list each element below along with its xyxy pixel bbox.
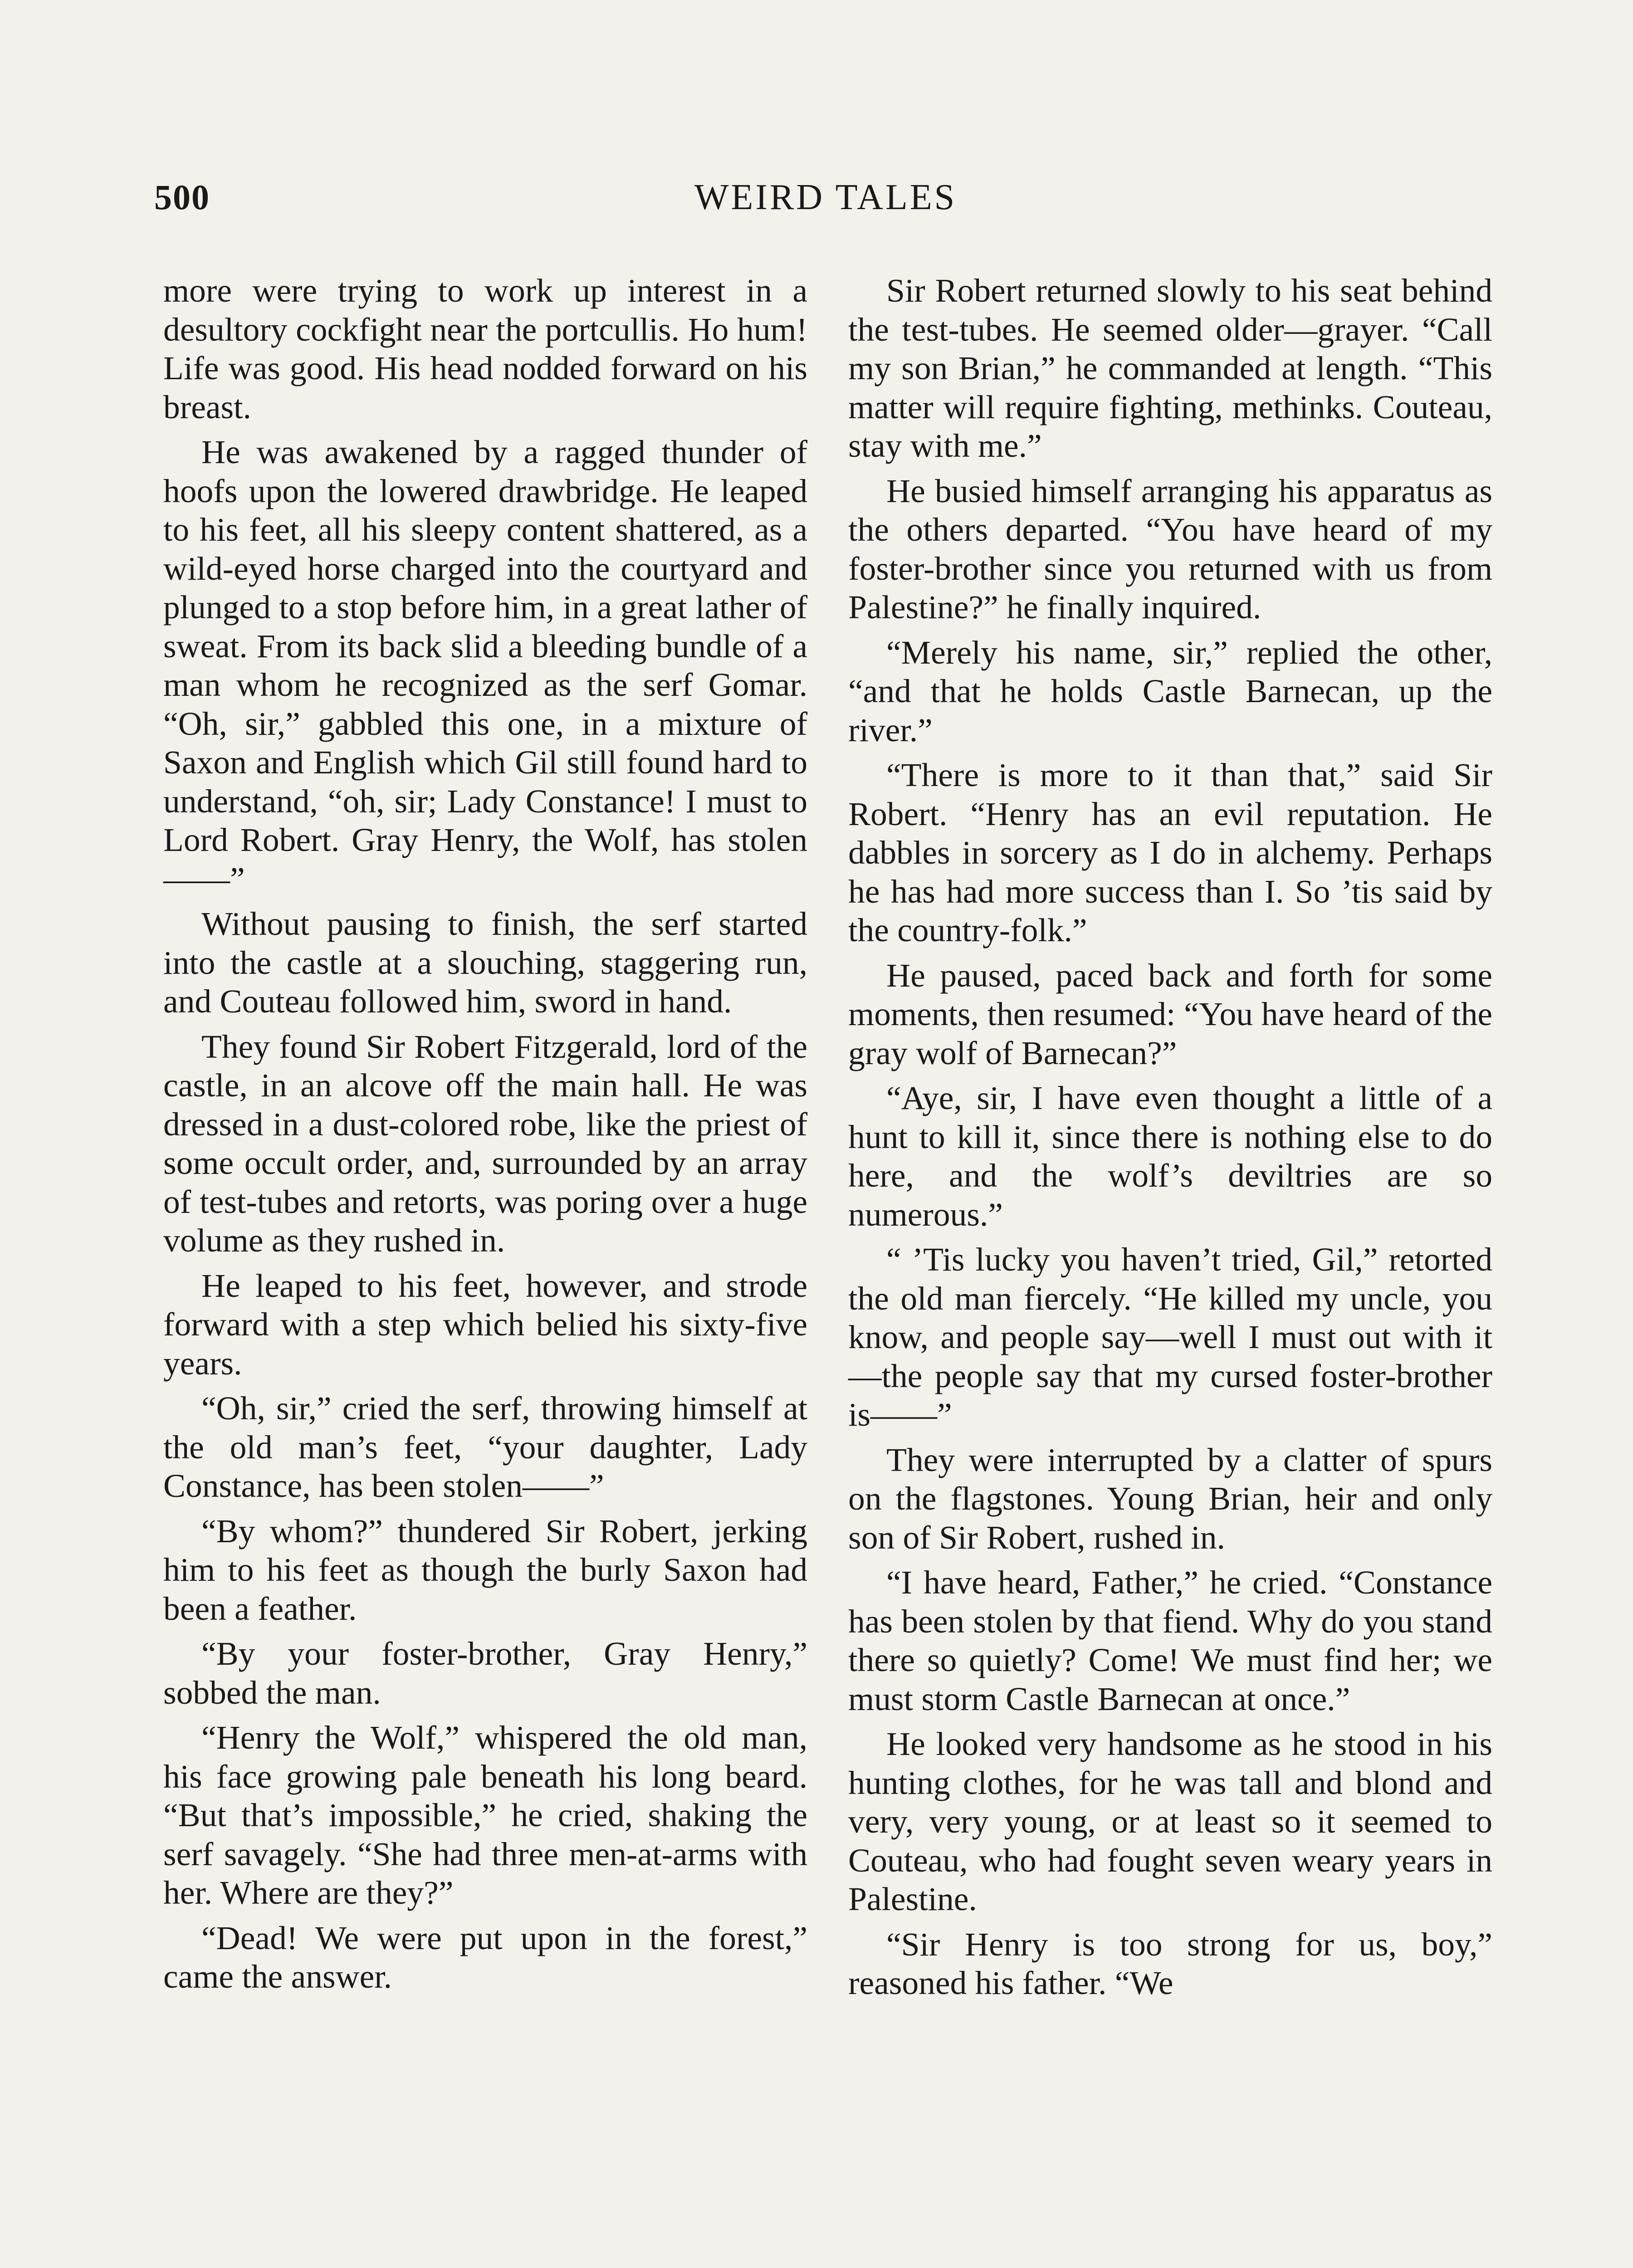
paragraph: “I have heard, Father,” he cried. “Constance has been stolen by that fiend. Why do you stand there so quietly? Come! We must find her; we must storm Castle Barnecan at once.” [848, 1564, 1492, 1717]
paragraph: Sir Robert returned slowly to his seat behind the test-tubes. He seemed older—grayer. “Call my son Brian,” he commanded at length. “This matter will require fighting, methinks. Couteau, stay with me.” [848, 272, 1492, 464]
paragraph: more were trying to work up interest in a desultory cockfight near the portcullis. Ho hum! Life was good. His head nodded forward on his breast. [163, 272, 807, 425]
page-header [154, 177, 1497, 227]
paragraph: He leaped to his feet, however, and strode forward with a step which belied his sixty-five years. [163, 1267, 807, 1382]
page-number: 500 [154, 177, 210, 217]
paragraph: He was awakened by a ragged thunder of hoofs upon the lowered drawbridge. He leaped to his feet, all his sleepy content shattered, as a wild-eyed horse charged into the courtyard and plunged to a stop before him, in a great lather of sweat. From its back slid a bleeding bundle of a man whom he recognized as the serf Gomar. “Oh, sir,” gabbled this one, in a mixture of Saxon and English which Gil still found hard to understand, “oh, sir; Lady Constance! I must to Lord Robert. Gray Henry, the Wolf, has stolen——” [163, 434, 807, 897]
paragraph: “Sir Henry is too strong for us, boy,” reasoned his father. “We [848, 1926, 1492, 2001]
left-column [163, 271, 807, 2003]
running-title: WEIRD TALES [694, 177, 957, 217]
right-column [848, 271, 1492, 2009]
paragraph: Without pausing to finish, the serf started into the castle at a slouching, staggering run, and Couteau followed him, sword in hand. [163, 905, 807, 1020]
paragraph: “Dead! We were put upon in the forest,” came the answer. [163, 1919, 807, 1995]
paragraph: “Aye, sir, I have even thought a little of a hunt to kill it, since there is nothing else to do here, and the wolf’s deviltries are so numerous.” [848, 1080, 1492, 1233]
paragraph: “By whom?” thundered Sir Robert, jerking him to his feet as though the burly Saxon had been a feather. [163, 1512, 807, 1627]
paragraph: “Merely his name, sir,” replied the other, “and that he holds Castle Barnecan, up the river.” [848, 634, 1492, 748]
paragraph: “Henry the Wolf,” whispered the old man, his face growing pale beneath his long beard. “But that’s impossible,” he cried, shaking the serf savagely. “She had three men-at-arms with her. Where are they?” [163, 1719, 807, 1911]
paragraph: He looked very handsome as he stood in his hunting clothes, for he was tall and blond and very, very young, or at least so it seemed to Couteau, who had fought seven weary years in Palestine. [848, 1725, 1492, 1917]
paragraph: They found Sir Robert Fitzgerald, lord of the castle, in an alcove off the main hall. He was dressed in a dust-colored robe, like the priest of some occult order, and, surrounded by an array of test-tubes and retorts, was poring over a huge volume as they rushed in. [163, 1028, 807, 1259]
paragraph: “There is more to it than that,” said Sir Robert. “Henry has an evil reputation. He dabbles in sorcery as I do in alchemy. Perhaps he has had more success than I. So ’tis said by the country-folk.” [848, 757, 1492, 948]
paragraph: “Oh, sir,” cried the serf, throwing himself at the old man’s feet, “your daughter, Lady Constance, has been stolen——” [163, 1390, 807, 1504]
paragraph: They were interrupted by a clatter of spurs on the flagstones. Young Brian, heir and only son of Sir Robert, rushed in. [848, 1441, 1492, 1556]
paragraph: “ ’Tis lucky you haven’t tried, Gil,” retorted the old man fiercely. “He killed my uncle, you know, and people say—well I must out with it—the people say that my cursed foster-brother is——” [848, 1241, 1492, 1433]
paragraph: He paused, paced back and forth for some moments, then resumed: “You have heard of the gray wolf of Barnecan?” [848, 957, 1492, 1071]
paragraph: “By your foster-brother, Gray Henry,” sobbed the man. [163, 1635, 807, 1711]
paragraph: He busied himself arranging his apparatus as the others departed. “You have heard of my foster-brother since you returned with us from Palestine?” he finally inquired. [848, 472, 1492, 626]
